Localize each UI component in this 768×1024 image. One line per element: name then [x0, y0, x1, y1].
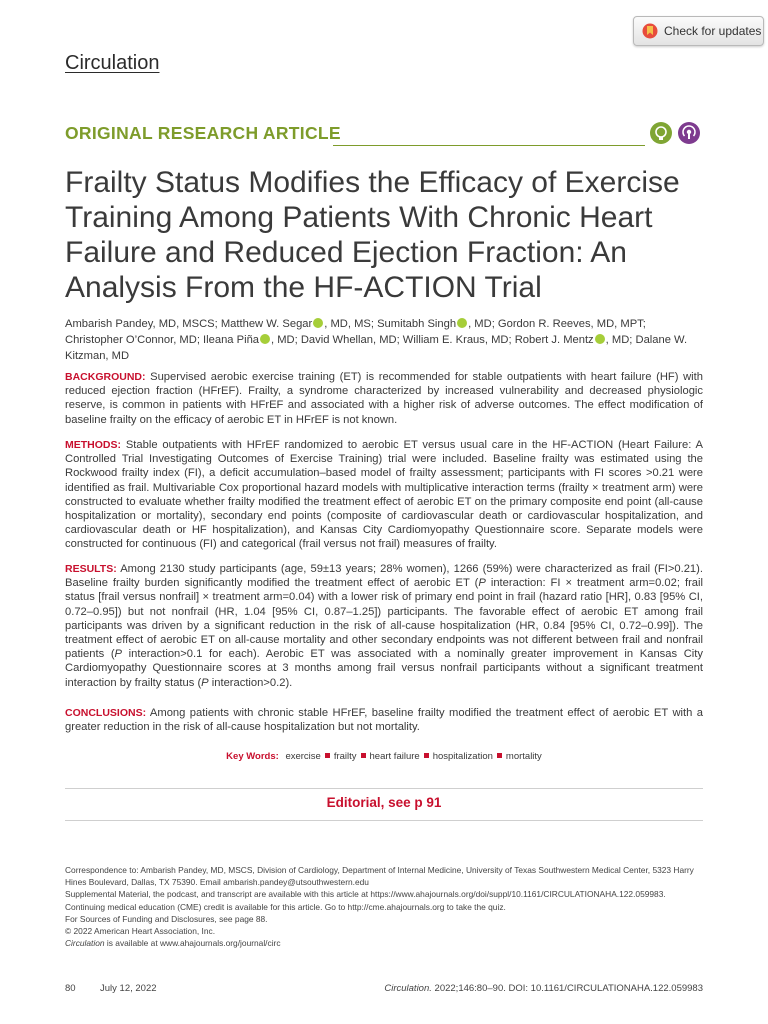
availability-text: is available at www.ahajournals.org/journal/circ	[104, 938, 281, 949]
page-number: 80	[65, 983, 76, 994]
keyword-separator	[424, 753, 429, 758]
supplemental-icon[interactable]	[650, 122, 672, 144]
divider	[65, 820, 703, 821]
check-for-updates-label: Check for updates	[664, 24, 762, 38]
orcid-icon[interactable]	[313, 318, 323, 328]
abstract-background	[65, 370, 703, 427]
orcid-icon[interactable]	[260, 334, 270, 344]
results-text: interaction: FI × treatment arm=0.02; frail status [frail versus nonfrail] × treatment arm=0.04) with a lower risk of primary end point in frail (hazard ratio [HR], 0.83 [95% CI, 0.72–0.95]) but not nonfrail (HR, 1.04 [95% CI, 0.87–1.25]) participants. The favorable effect of aerobic ET among frail participants was driven by a significant reduction in the risk of all-cause hospitalization (HR, 0.84 [95% CI, 0.72–0.99]). The treatment effect of aerobic ET on all-cause mortality and other secondary endpoints was not different between frail and nonfrail patients (	[65, 577, 703, 661]
correspondence-note: Correspondence to: Ambarish Pandey, MD, MSCS, Division of Cardiology, Department of Internal Medicine, University of Texas Southwestern Medical Center, 5323 Harry Hines Boulevard, Dallas, TX 75390. Email ambarish.pandey@utsouthwestern.edu	[65, 865, 694, 888]
author-list	[65, 316, 725, 364]
author-text: , MD; David Whellan, MD; William E. Kraus, MD; Robert J. Mentz	[271, 334, 594, 346]
results-text: Among 2130 study participants (age, 59±13 years; 28% women), 1266 (59%) were characterized as frail (FI>0.21). Baseline frailty burden significantly modified the treatment effect of aerobic ET (	[65, 563, 703, 590]
article-type: ORIGINAL RESEARCH ARTICLE	[65, 123, 341, 143]
journal-name[interactable]: Circulation	[65, 52, 160, 74]
author-text: , MD, MS; Sumitabh Singh	[324, 318, 457, 330]
results-text: interaction>0.2).	[208, 676, 293, 689]
keywords-label: Key Words:	[226, 751, 279, 762]
cme-note: Continuing medical education (CME) credit is available for this article. Go to http://cme.ahajournals.org to take the quiz.	[65, 901, 506, 912]
issue-date: July 12, 2022	[100, 983, 157, 994]
abstract-methods	[65, 438, 703, 552]
conclusions-label: CONCLUSIONS:	[65, 707, 147, 719]
keyword-separator	[497, 753, 502, 758]
citation-journal: Circulation.	[384, 983, 432, 994]
supplemental-note: Supplemental Material, the podcast, and transcript are available with this article at https://www.ahajournals.org/doi/suppl/10.1161/CIRCULATIONAHA.122.059983.	[65, 889, 666, 900]
author-text: , MD; Gordon R. Reeves, MD, MPT;	[468, 318, 646, 330]
conclusions-text: Among patients with chronic stable HFrEF, baseline frailty modified the treatment effect of aerobic ET with a greater reduction in the risk of all-cause hospitalization but not mortality.	[65, 707, 703, 734]
citation	[384, 983, 703, 994]
funding-note: For Sources of Funding and Disclosures, see page 88.	[65, 913, 268, 924]
divider	[65, 788, 703, 789]
author-text: , MD; Dalane W. Kitzman, MD	[65, 334, 688, 362]
methods-text: Stable outpatients with HFrEF randomized to aerobic ET versus usual care in the HF-ACTION (Heart Failure: A Controlled Trial Investigating Outcomes of Exercise Training) trial were included. Baseline frailty was estimated using the Rockwood frailty index (FI), a deficit accumulation–based model of frailty assessment; participants with FI scores >0.21 were identified as frail. Multivariable Cox proportional hazard models with multiplicative interaction terms (frailty × treatment arm) were constructed to evaluate whether frailty modified the treatment effect of aerobic ET on the primary composite end point (all-cause hospitalization or mortality), secondary end points (composite of cardiovascular death or cardiovascular hospitalization, and cardiovascular death or HF hospitalization), and Kansas City Cardiomyopathy Questionnaire score. Separate models were constructed for continuous (FI) and categorical (frail versus not frail) measures of frailty.	[65, 439, 703, 551]
editorial-link[interactable]: Editorial, see p 91	[326, 795, 442, 810]
results-italic: P	[478, 577, 486, 590]
abstract-results	[65, 562, 703, 690]
keyword-item[interactable]: exercise	[285, 751, 321, 762]
author-text: Christopher O’Connor, MD; Ileana Piña	[65, 334, 260, 346]
orcid-icon[interactable]	[595, 334, 605, 344]
author-text: Ambarish Pandey, MD, MSCS; Matthew W. Segar	[65, 318, 313, 330]
podcast-icon[interactable]	[678, 122, 700, 144]
section-rule	[333, 145, 645, 146]
citation-text: 2022;146:80–90. DOI: 10.1161/CIRCULATIONAHA.122.059983	[431, 983, 703, 994]
article-title: Frailty Status Modifies the Efficacy of Exercise Training Among Patients With Chronic Heart Failure and Reduced Ejection Fraction: An Analysis From the HF-ACTION Trial	[65, 166, 680, 304]
results-label: RESULTS:	[65, 563, 117, 575]
orcid-icon[interactable]	[457, 318, 467, 328]
availability-note	[65, 937, 715, 949]
keyword-separator	[361, 753, 366, 758]
keyword-item[interactable]: mortality	[505, 751, 542, 762]
methods-label: METHODS:	[65, 439, 121, 451]
footnotes	[65, 864, 715, 949]
background-text: Supervised aerobic exercise training (ET) is recommended for stable outpatients with heart failure (HF) with reduced ejection fraction (HFrEF). Frailty, a syndrome characterized by increased vulnerability and decreased physiologic reserve, is common in patients with HFrEF and associated with a higher risk of adverse outcomes. The effect modification of baseline frailty on the efficacy of aerobic ET in HFrEF is not known.	[65, 371, 703, 426]
results-text: interaction>0.1 for each). Aerobic ET was associated with a nominally greater improvement in Kansas City Cardiomyopathy Questionnaire scores at 3 months among frail versus nonfrail participants without a significant treatment interaction by frailty status (	[65, 648, 703, 689]
journal-italic: Circulation	[65, 938, 105, 949]
copyright-note: © 2022 American Heart Association, Inc.	[65, 926, 216, 937]
keyword-item[interactable]: hospitalization	[432, 751, 493, 762]
results-italic: P	[201, 676, 209, 689]
check-for-updates-button[interactable]	[633, 16, 764, 46]
results-italic: P	[114, 648, 123, 661]
background-label: BACKGROUND:	[65, 371, 146, 383]
bookmark-icon	[642, 22, 658, 40]
keyword-separator	[325, 753, 330, 758]
keyword-item[interactable]: heart failure	[369, 751, 420, 762]
keyword-item[interactable]: frailty	[333, 751, 357, 762]
abstract-conclusions	[65, 706, 703, 734]
keywords	[65, 751, 703, 762]
